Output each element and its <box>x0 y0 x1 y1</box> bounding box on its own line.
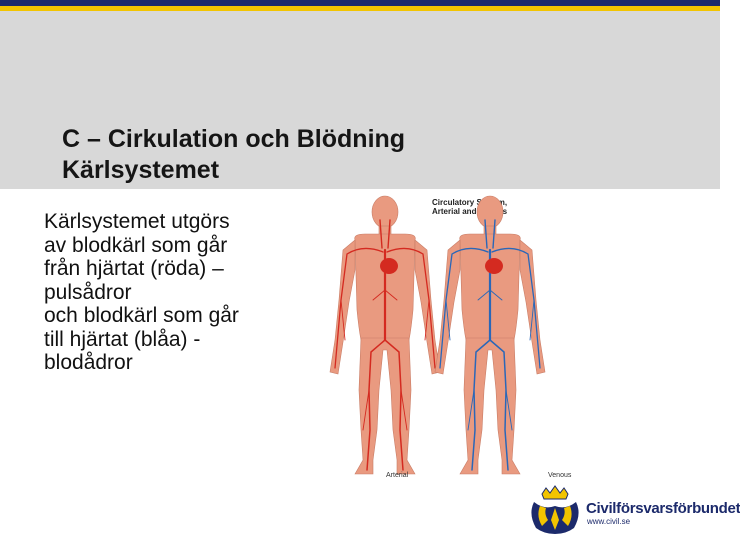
arterial-figure <box>330 196 440 474</box>
logo-name: Civilförsvarsförbundet <box>586 500 740 517</box>
caption-venous: Venous <box>548 472 572 479</box>
heart-shape <box>485 258 503 274</box>
body-line: till hjärtat (blåa) - <box>44 327 201 351</box>
body-text <box>44 210 294 375</box>
circulatory-figure <box>330 190 530 485</box>
crown-crest-icon <box>526 484 584 536</box>
title-line-2: Kärlsystemet <box>62 156 220 184</box>
body-line: och blodkärl som går <box>44 304 239 327</box>
body-line: av blodkärl som går <box>44 233 228 257</box>
figure-title-line-2: Arterial and Venous <box>432 207 508 216</box>
venous-figure <box>435 196 545 474</box>
heart-shape <box>380 258 398 274</box>
caption-arterial: Arterial <box>386 472 409 479</box>
body-line: pulsådror <box>44 280 132 304</box>
slide-title <box>62 124 405 186</box>
title-line-1: C – Cirkulation och Blödning <box>62 125 406 153</box>
body-line: blodådror <box>44 351 133 374</box>
body-line: från hjärtat (röda) – <box>44 257 224 280</box>
figure-title-line-1: Circulatory System, <box>432 198 508 207</box>
logo-url: www.civil.se <box>587 517 631 526</box>
body-line: Kärlsystemet utgörs <box>44 210 230 233</box>
